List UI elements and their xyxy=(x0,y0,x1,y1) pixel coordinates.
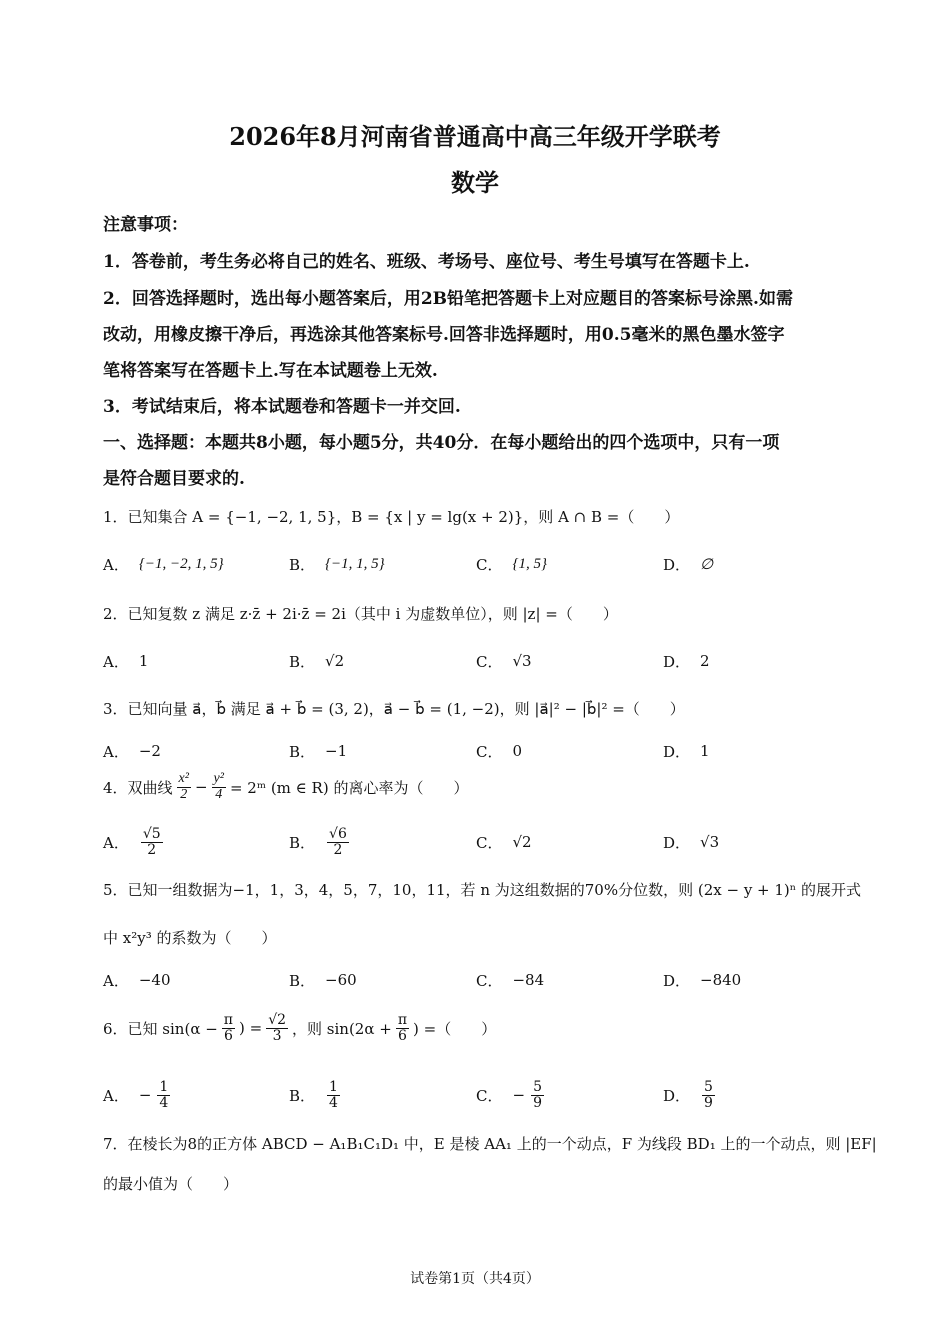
option-letter: C． xyxy=(476,742,503,761)
minus-sign: − xyxy=(512,1086,526,1104)
numerator: √2 xyxy=(268,1012,287,1028)
minus-sign: − xyxy=(194,778,208,797)
numerator: √6 xyxy=(329,825,347,842)
numerator: 1 xyxy=(159,1078,169,1095)
fraction xyxy=(327,1080,340,1110)
fraction xyxy=(702,1080,715,1110)
option-value: 1 xyxy=(138,652,149,670)
option-letter: B． xyxy=(289,555,316,574)
denominator: 4 xyxy=(215,786,223,802)
option-c xyxy=(476,820,532,864)
option-value: −1 xyxy=(325,742,348,760)
notice-item-1: 1．答卷前，考生务必将自己的姓名、班级、考场号、座位号、考生号填写在答题卡上. xyxy=(103,252,750,272)
question-5-stem-line-2: 中 x²y³ 的系数为（ ） xyxy=(103,929,277,947)
stem-text: 6．已知 sin(α − xyxy=(103,1019,218,1038)
notice-item-2-line-1: 2．回答选择题时，选出每小题答案后，用2B铅笔把答题卡上对应题目的答案标号涂黑.如需 xyxy=(103,289,793,309)
option-value: √3 xyxy=(512,652,532,670)
denominator: 2 xyxy=(147,841,157,858)
option-letter: C． xyxy=(476,971,503,990)
option-letter: C． xyxy=(476,1086,503,1105)
option-value: 2 xyxy=(700,652,710,670)
option-d xyxy=(663,1073,717,1117)
option-letter: C． xyxy=(476,652,503,671)
option-value: √2 xyxy=(325,652,345,670)
question-4-options xyxy=(103,820,863,864)
option-b xyxy=(289,731,347,771)
option-letter: B． xyxy=(289,652,316,671)
subject-title: 数学 xyxy=(451,168,499,197)
option-letter: D． xyxy=(663,971,691,990)
notice-item-2-line-2: 改动，用橡皮擦干净后，再选涂其他答案标号.回答非选择题时，用0.5毫米的黑色墨水签字 xyxy=(103,325,785,345)
question-2-options xyxy=(103,641,863,681)
denominator: 9 xyxy=(704,1094,713,1111)
option-value: {−1, −2, 1, 5} xyxy=(138,555,224,572)
question-7-stem-line-1: 7．在棱长为8的正方体 ABCD − A₁B₁C₁D₁ 中，E 是棱 AA₁ 上的一个动点，F 为线段 BD₁ 上的一个动点，则 |EF| xyxy=(103,1135,877,1153)
numerator: x² xyxy=(178,771,189,786)
stem-text: ) = xyxy=(239,1019,263,1038)
fraction xyxy=(266,1013,288,1043)
option-d xyxy=(663,820,719,864)
numerator: √5 xyxy=(142,825,161,842)
option-letter: B． xyxy=(289,1086,316,1105)
option-d xyxy=(663,544,713,584)
option-letter: A． xyxy=(103,742,129,761)
question-3-options xyxy=(103,731,863,771)
numerator: y² xyxy=(213,771,224,786)
denominator: 2 xyxy=(180,786,188,802)
stem-text: ) =（ ） xyxy=(413,1019,497,1038)
option-letter: B． xyxy=(289,742,316,761)
option-letter: A． xyxy=(103,1086,129,1105)
option-value: {1, 5} xyxy=(512,555,547,572)
option-b xyxy=(289,544,385,584)
option-b xyxy=(289,820,351,864)
numerator: 5 xyxy=(533,1078,542,1095)
option-d xyxy=(663,731,710,771)
option-a xyxy=(103,1073,172,1117)
numerator: 5 xyxy=(704,1078,713,1095)
question-5-options xyxy=(103,960,863,1000)
option-a xyxy=(103,641,148,681)
question-7-stem-line-2: 的最小值为（ ） xyxy=(103,1175,239,1193)
stem-text: 4．双曲线 xyxy=(103,778,173,797)
option-letter: A． xyxy=(103,652,129,671)
fraction xyxy=(157,1080,170,1110)
fraction xyxy=(177,772,191,802)
fraction xyxy=(222,1013,235,1043)
option-letter: A． xyxy=(103,833,129,852)
option-value: {−1, 1, 5} xyxy=(325,555,385,572)
option-value: 0 xyxy=(512,742,523,760)
question-5-stem-line-1: 5．已知一组数据为−1，1，3，4，5，7，10，11，若 n 为这组数据的70%分位数，则 (2x − y + 1)ⁿ 的展开式 xyxy=(103,881,862,899)
option-d xyxy=(663,960,741,1000)
option-value: ∅ xyxy=(700,556,714,573)
denominator: 3 xyxy=(272,1027,282,1044)
option-b xyxy=(289,641,344,681)
option-value: −60 xyxy=(325,971,357,989)
option-letter: D． xyxy=(663,833,691,852)
option-letter: A． xyxy=(103,555,129,574)
section-heading-line-1: 一、选择题：本题共8小题，每小题5分，共40分．在每小题给出的四个选项中，只有一项 xyxy=(103,433,780,453)
numerator: π xyxy=(397,1012,408,1028)
fraction xyxy=(141,827,163,857)
option-c xyxy=(476,1073,546,1117)
option-c xyxy=(476,641,532,681)
option-letter: C． xyxy=(476,555,503,574)
fraction xyxy=(327,827,349,857)
option-c xyxy=(476,731,522,771)
question-4-stem xyxy=(103,772,468,802)
stem-text: ，则 sin(2α + xyxy=(292,1019,392,1038)
option-letter: B． xyxy=(289,833,316,852)
option-b xyxy=(289,1073,342,1117)
option-c xyxy=(476,960,544,1000)
notice-item-2-line-3: 笔将答案写在答题卡上.写在本试题卷上无效. xyxy=(103,361,438,381)
option-value: √2 xyxy=(512,833,532,851)
question-6-options xyxy=(103,1073,863,1117)
option-a xyxy=(103,731,161,771)
option-a xyxy=(103,544,224,584)
denominator: 9 xyxy=(533,1094,542,1111)
option-value: −2 xyxy=(138,742,161,760)
denominator: 6 xyxy=(397,1027,407,1044)
denominator: 4 xyxy=(329,1094,338,1111)
question-3-stem: 3．已知向量 a⃗，b⃗ 满足 a⃗ + b⃗ = (3, 2)，a⃗ − b⃗ = (1, −2)，则 |a⃗|² − |b⃗|² =（ ） xyxy=(103,700,685,718)
option-value: √3 xyxy=(700,833,720,851)
option-b xyxy=(289,960,357,1000)
option-letter: A． xyxy=(103,971,129,990)
option-letter: D． xyxy=(663,652,691,671)
option-value: −840 xyxy=(700,971,742,989)
numerator: 1 xyxy=(329,1078,338,1095)
question-6-stem xyxy=(103,1013,496,1043)
notice-item-3: 3．考试结束后，将本试题卷和答题卡一并交回. xyxy=(103,397,461,417)
option-d xyxy=(663,641,710,681)
option-letter: C． xyxy=(476,833,503,852)
section-heading-line-2: 是符合题目要求的. xyxy=(103,469,245,489)
stem-text: = 2ᵐ (m ∈ R) 的离心率为（ ） xyxy=(229,778,469,797)
denominator: 4 xyxy=(159,1094,169,1111)
fraction xyxy=(531,1080,544,1110)
option-letter: D． xyxy=(663,742,691,761)
option-value: −84 xyxy=(512,971,545,989)
page-footer: 试卷第1页（共4页） xyxy=(410,1271,540,1287)
option-c xyxy=(476,544,547,584)
notice-heading: 注意事项： xyxy=(103,215,188,235)
fraction xyxy=(212,772,226,802)
question-2-stem: 2．已知复数 z 满足 z·z̄ + 2i·z̄ = 2i（其中 i 为虚数单位），则 |z| =（ ） xyxy=(103,605,618,623)
denominator: 2 xyxy=(333,841,343,858)
option-letter: D． xyxy=(663,1086,691,1105)
fraction xyxy=(396,1013,409,1043)
denominator: 6 xyxy=(223,1027,233,1044)
option-letter: D． xyxy=(663,555,691,574)
option-value: −40 xyxy=(138,971,171,989)
option-a xyxy=(103,960,171,1000)
exam-title: 2026年8月河南省普通高中高三年级开学联考 xyxy=(229,122,721,151)
option-letter: B． xyxy=(289,971,316,990)
minus-sign: − xyxy=(138,1086,152,1104)
option-a xyxy=(103,820,165,864)
numerator: π xyxy=(223,1012,233,1028)
question-1-stem: 1．已知集合 A = {−1, −2, 1, 5}，B = {x | y = lg(x + 2)}，则 A ∩ B =（ ） xyxy=(103,508,680,526)
option-value: 1 xyxy=(700,742,710,760)
question-1-options xyxy=(103,544,863,584)
